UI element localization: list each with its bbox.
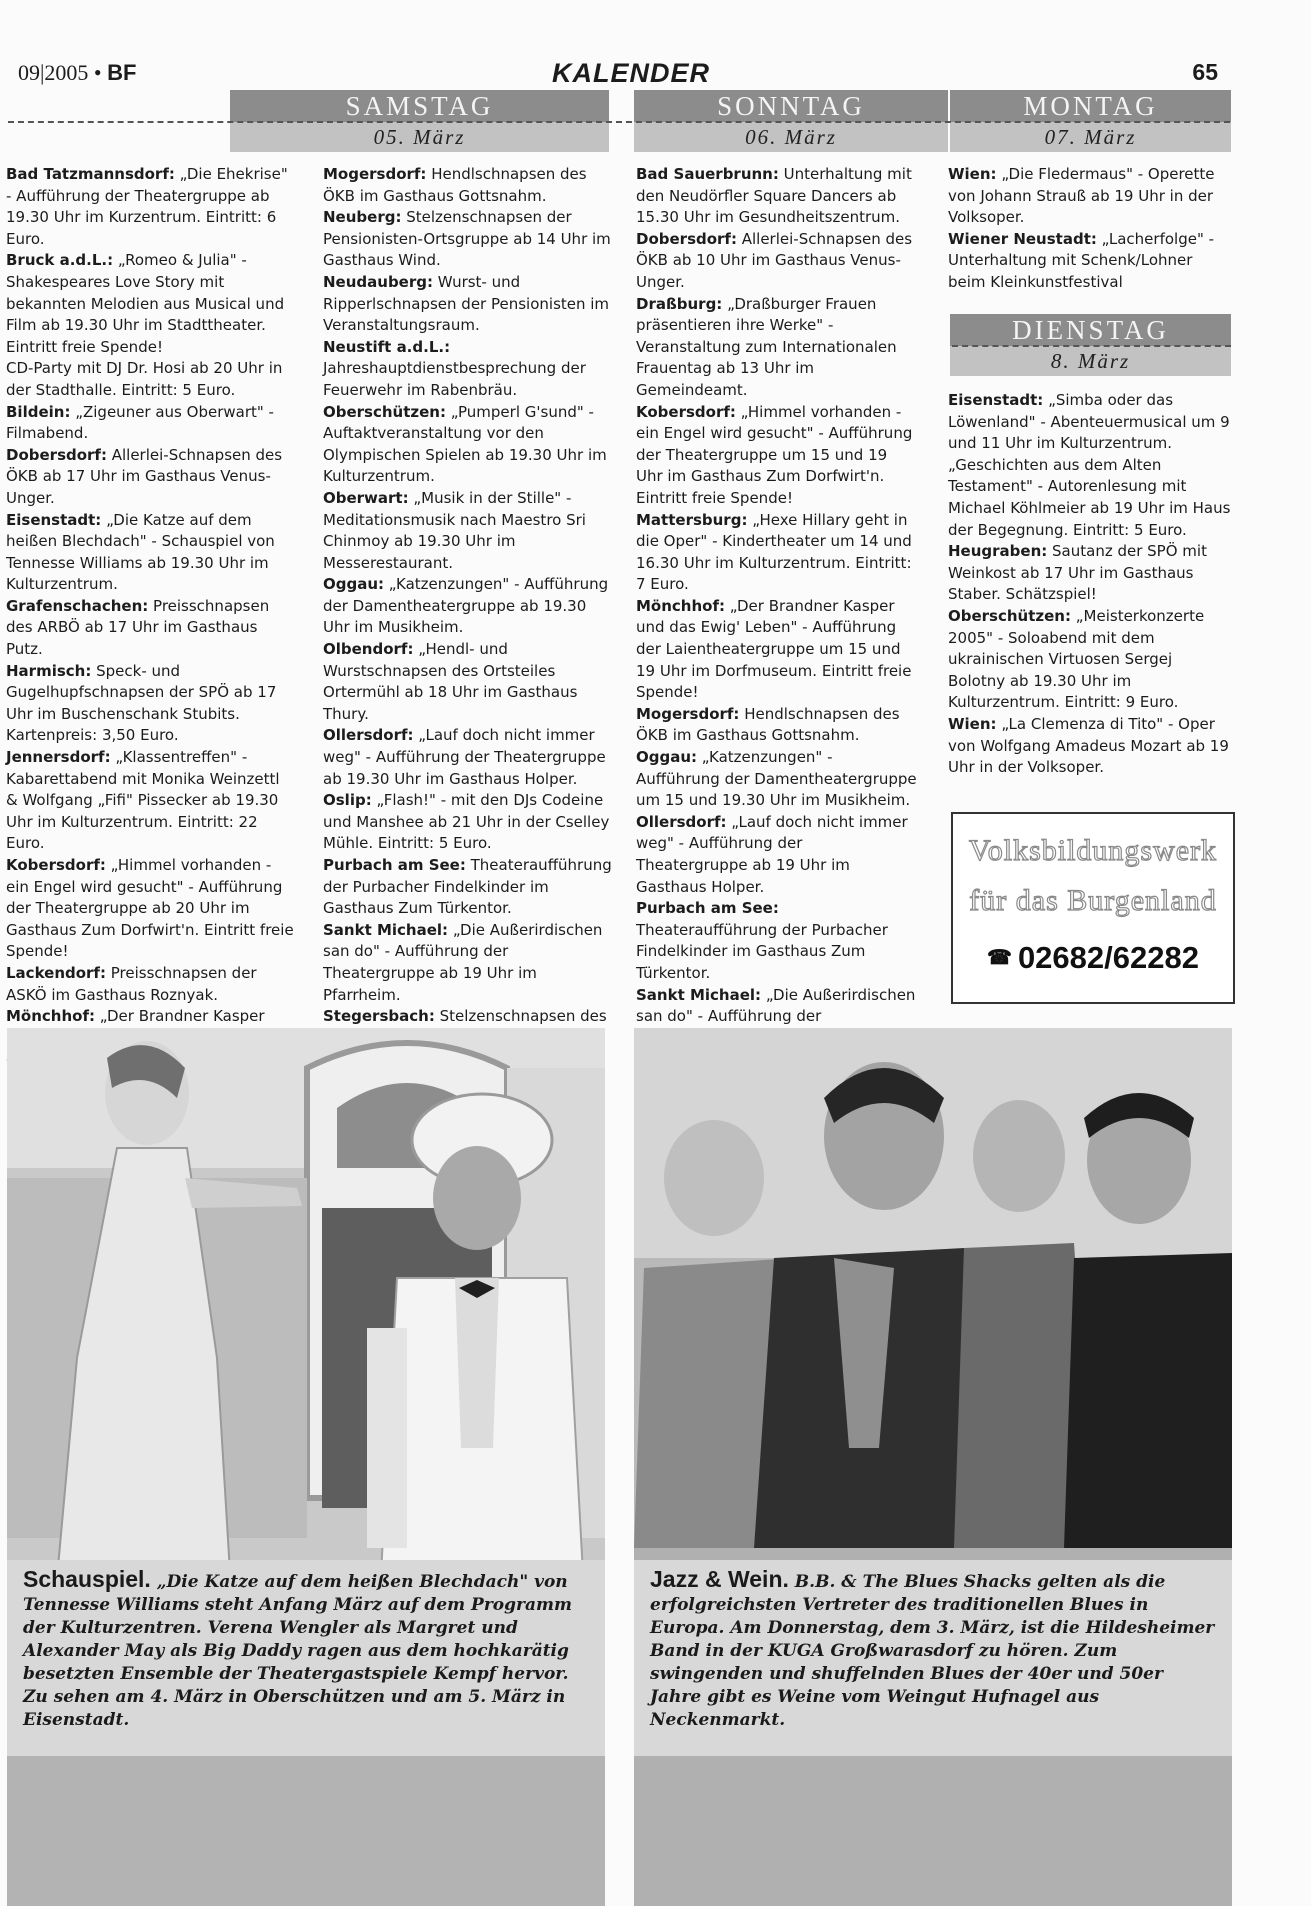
- event-place: Oggau:: [323, 575, 385, 594]
- theatre-scene-photo-image: [7, 1028, 605, 1906]
- event-place: Mogersdorf:: [636, 704, 740, 723]
- event-place: Oslip:: [323, 791, 372, 810]
- event-entry: [323, 337, 613, 402]
- event-entry: [6, 164, 294, 250]
- samstag-events-column-2: [323, 164, 613, 1071]
- issue-line: 09|2005 • BF: [18, 60, 137, 85]
- event-place: Ollersdorf:: [636, 812, 727, 831]
- event-text: „Lauf doch nicht immer weg" - Aufführung der Theatergruppe ab 19.30 Uhr im Gasthaus Holper.: [323, 726, 606, 788]
- event-text: Hendlschnapsen des ÖKB im Gasthaus Gottsnahm.: [323, 165, 587, 205]
- event-entry: [323, 574, 613, 639]
- event-place: Neustift a.d.L.:: [323, 337, 451, 356]
- telephone-icon: ☎: [987, 947, 1012, 969]
- event-place: Neudauberg:: [323, 272, 433, 291]
- event-text: „Die Ehekrise" - Aufführung der Theatergruppe ab 19.30 Uhr im Kurzentrum. Eintritt: 6 Euro.: [6, 165, 288, 248]
- event-entry: [323, 639, 613, 725]
- event-place: Sankt Michael:: [636, 985, 762, 1004]
- event-place: Mattersburg:: [636, 510, 748, 529]
- volksbildungswerk-ad: [951, 812, 1235, 1004]
- event-text: „Die Fledermaus" - Operette von Johann Strauß ab 19 Uhr in der Volksoper.: [948, 165, 1215, 227]
- section-title: KALENDER: [552, 58, 711, 88]
- event-entry: [323, 402, 613, 488]
- event-entry: [636, 402, 918, 510]
- event-text: CD-Party mit DJ Dr. Hosi ab 20 Uhr in der Stadthalle. Eintritt: 5 Euro.: [6, 359, 283, 399]
- event-place: Lackendorf:: [6, 963, 106, 982]
- event-text: Wurst- und Ripperlschnapsen der Pensionisten im Veranstaltungsraum.: [323, 272, 610, 335]
- dienstag-events-column: [948, 390, 1231, 779]
- event-entry: [948, 229, 1231, 294]
- event-text: „Der Brandner Kasper: [99, 1007, 265, 1026]
- event-text: „Simba oder das Löwenland" - Abenteuermusical um 9 und 11 Uhr im Kulturzentrum.: [948, 391, 1230, 453]
- magazine-name: BF: [107, 60, 137, 85]
- event-entry: [6, 963, 294, 1006]
- event-text: „Die Außerirdischen san do" - Aufführung der: [636, 985, 916, 1026]
- blues-band-photo: [634, 1028, 1232, 1906]
- event-text: „Hexe Hillary geht in die Oper" - Kindertheater um 14 und 16.30 Uhr im Kulturzentrum. Eintritt: 7 Euro.: [636, 510, 912, 594]
- event-place: Mönchhof:: [6, 1007, 95, 1026]
- event-place: Oberwart:: [323, 488, 409, 507]
- header-divider: [8, 121, 1230, 123]
- event-place: Bad Sauerbrunn:: [636, 165, 779, 183]
- event-text: „Pumperl G'sund" - Auftaktveranstaltung vor den Olympischen Spielen ab 19.30 Uhr im Kulturzentrum.: [323, 402, 607, 486]
- event-place: Wien:: [948, 714, 997, 733]
- day-name: DIENSTAG: [950, 314, 1231, 346]
- caption-text: „Die Katze auf dem heißen Blechdach" von Tennesse Williams steht Anfang März auf dem Programm der Kulturzentren. Verena Wengler als Margret und Alexander May als Big Daddy ragen aus dem hochkarätig besetzten Ensemble der Theatergastspiele Kempf hervor. Zu sehen am 4. März in Oberschützen und am 5. März in Eisenstadt.: [23, 1572, 572, 1730]
- event-text: Preisschnapsen des ARBÖ ab 17 Uhr im Gasthaus Putz.: [6, 596, 270, 659]
- page-number: 65: [1192, 59, 1218, 85]
- event-entry: [6, 855, 294, 963]
- day-date: 8. März: [950, 346, 1231, 376]
- event-entry: [6, 250, 294, 358]
- event-entry: [636, 898, 918, 984]
- event-text: „Geschichten aus dem Alten Testament" - Autorenlesung mit Michael Köhlmeier ab 19 Uhr im Haus der Begegnung. Eintritt: 5 Euro.: [948, 455, 1231, 539]
- event-entry: [6, 358, 294, 401]
- event-entry: [948, 606, 1231, 714]
- day-date: 05. März: [230, 122, 609, 152]
- event-entry: [323, 164, 613, 207]
- event-place: Mönchhof:: [636, 596, 725, 615]
- day-name: SONNTAG: [634, 90, 948, 122]
- event-entry: [323, 207, 613, 272]
- event-entry: [323, 855, 613, 920]
- day-date: 06. März: [634, 122, 948, 152]
- event-entry: [6, 510, 294, 596]
- event-place: Oberschützen:: [323, 402, 446, 421]
- event-entry: [948, 714, 1231, 779]
- event-entry: [948, 164, 1231, 229]
- event-entry: [6, 596, 294, 661]
- event-text: Stelzenschnapsen der Pensionisten-Ortsgruppe ab 14 Uhr im Gasthaus Wind.: [323, 208, 611, 270]
- sonntag-events-column: [636, 164, 918, 1136]
- event-entry: [323, 272, 613, 337]
- event-text: „Zigeuner aus Oberwart" - Filmabend.: [6, 402, 274, 443]
- issue-number: 09|2005: [18, 60, 89, 85]
- caption-lead: Schauspiel.: [23, 1566, 151, 1592]
- event-place: Oggau:: [636, 748, 698, 767]
- event-text: Unterhaltung mit den Neudörfler Square Dancers ab 15.30 Uhr im Gesundheitszentrum.: [636, 165, 912, 227]
- event-text: Theateraufführung der Purbacher Findelkinder im Gasthaus Zum Türkentor.: [323, 856, 612, 918]
- event-entry: [636, 747, 918, 812]
- event-text: „Katzenzungen" - Aufführung der Damentheatergruppe ab 19.30 Uhr im Musikheim.: [323, 575, 609, 637]
- event-entry: [948, 390, 1231, 455]
- event-place: Stegersbach:: [323, 1007, 435, 1026]
- day-name: MONTAG: [950, 90, 1231, 122]
- dienstag-divider: [952, 345, 1231, 347]
- event-entry: [323, 725, 613, 790]
- event-text: Allerlei-Schnapsen des ÖKB ab 10 Uhr im Gasthaus Venus-Unger.: [636, 229, 913, 291]
- event-text: Speck- und Gugelhupfschnapsen der SPÖ ab 17 Uhr im Buschenschank Stubits. Kartenpreis: 3,50 Euro.: [6, 661, 277, 745]
- event-place: Olbendorf:: [323, 640, 414, 659]
- event-place: Mogersdorf:: [323, 165, 427, 183]
- event-place: Purbach am See:: [323, 856, 466, 874]
- ad-phone-number: 02682/62282: [1017, 940, 1199, 975]
- event-entry: [323, 920, 613, 1006]
- event-text: „Romeo & Julia" - Shakespeares Love Story mit bekannten Melodien aus Musical und Film ab 19.30 Uhr im Stadttheater. Eintritt freie Spende!: [6, 251, 285, 356]
- event-place: Heugraben:: [948, 542, 1048, 561]
- event-place: Kobersdorf:: [6, 856, 106, 874]
- page-header: [0, 56, 1232, 90]
- event-text: „Die Katze auf dem heißen Blechdach" - Schauspiel von Tennesse Williams ab 19.30 Uhr im Kulturzentrum.: [6, 510, 275, 594]
- event-text: Theateraufführung der Purbacher Findelkinder im Gasthaus Zum Türkentor.: [636, 920, 888, 982]
- event-place: Dobersdorf:: [6, 445, 107, 464]
- event-entry: [636, 229, 918, 294]
- event-place: Harmisch:: [6, 661, 92, 680]
- event-text: „Himmel vorhanden - ein Engel wird gesucht" - Aufführung der Theatergruppe um 15 und 19 Uhr im Gasthaus Zum Dorfwirt'n. Eintritt freie Spende!: [636, 402, 913, 507]
- event-text: „Draßburger Frauen präsentieren ihre Werke" - Veranstaltung zum Internationalen Frauentag ab 13 Uhr im Gemeindeamt.: [636, 294, 897, 399]
- event-text: Sautanz der SPÖ mit Weinkost ab 17 Uhr im Gasthaus Staber. Schätzspiel!: [948, 542, 1207, 604]
- event-text: „La Clemenza di Tito" - Oper von Wolfgang Amadeus Mozart ab 19 Uhr in der Volksoper.: [948, 714, 1229, 777]
- event-text: „Katzenzungen" - Aufführung der Damentheatergruppe um 15 und 19.30 Uhr im Musikheim.: [636, 748, 917, 810]
- event-text: „Lacherfolge" - Unterhaltung mit Schenk/Lohner beim Kleinkunstfestival: [948, 229, 1215, 291]
- event-place: Eisenstadt:: [948, 391, 1044, 409]
- ad-title-line-1: Volksbildungswerk: [968, 834, 1218, 867]
- event-place: Eisenstadt:: [6, 510, 102, 529]
- montag-events-column: [948, 164, 1231, 294]
- photo-caption-left: [7, 1560, 605, 1756]
- caption-text: B.B. & The Blues Shacks gelten als die erfolgreichsten Vertreter des traditionellen Blues in Europa. Am Donnerstag, dem 3. März, ist die Hildesheimer Band in der KUGA Großwarasdorf zu hören. Zum swingenden und shuffelnden Blues der 40er und 50er Jahre gibt es Weine vom Weingut Hufnagel aus Neckenmarkt.: [650, 1572, 1215, 1730]
- event-text: „Meisterkonzerte 2005" - Soloabend mit dem ukrainischen Virtuosen Sergej Bolotny ab 19.30 Uhr im Kulturzentrum. Eintritt: 9 Euro.: [948, 606, 1205, 712]
- event-place: Kobersdorf:: [636, 402, 736, 421]
- event-place: Bildein:: [6, 402, 71, 421]
- event-place: Bad Tatzmannsdorf:: [6, 165, 175, 183]
- event-text: Allerlei-Schnapsen des ÖKB ab 17 Uhr im Gasthaus Venus-Unger.: [6, 445, 283, 507]
- event-text: „Musik in der Stille" - Meditationsmusik nach Maestro Sri Chinmoy ab 19.30 Uhr im Messerestaurant.: [323, 488, 586, 572]
- ad-phone: [953, 940, 1233, 976]
- event-text: „Lauf doch nicht immer weg" - Aufführung der Theatergruppe ab 19 Uhr im Gasthaus Holper.: [636, 812, 908, 896]
- event-entry: [6, 661, 294, 747]
- event-text: „Flash!" - mit den DJs Codeine und Manshee ab 21 Uhr in der Cselley Mühle. Eintritt: 5 Euro.: [323, 791, 610, 853]
- event-entry: [636, 294, 918, 402]
- event-entry: [636, 704, 918, 747]
- event-place: Grafenschachen:: [6, 596, 149, 615]
- event-place: Jennersdorf:: [6, 748, 111, 767]
- event-place: Wiener Neustadt:: [948, 229, 1097, 248]
- event-entry: [6, 747, 294, 855]
- event-entry: [948, 541, 1231, 606]
- photo-caption-right: [634, 1560, 1232, 1756]
- event-text: „Klassentreffen" - Kabarettabend mit Monika Weinzettl & Wolfgang „Fifi" Pissecker ab 19.30 Uhr im Kulturzentrum. Eintritt: 22 Euro.: [6, 748, 280, 853]
- event-entry: [948, 455, 1231, 541]
- ad-title-line-2: für das Burgenland: [969, 884, 1217, 917]
- event-text: „Der Brandner Kasper und das Ewig' Leben" - Aufführung der Laientheatergruppe um 15 und 19 Uhr im Dorfmuseum. Eintritt freie Spende!: [636, 596, 912, 702]
- event-text: Preisschnapsen der ASKÖ im Gasthaus Roznyak.: [6, 963, 257, 1004]
- event-entry: [6, 402, 294, 445]
- day-name: SAMSTAG: [230, 90, 609, 122]
- event-text: „Die Außerirdischen san do" - Aufführung der Theatergruppe ab 19 Uhr im Pfarrheim.: [323, 920, 603, 1004]
- event-entry: [636, 596, 918, 704]
- event-entry: [636, 164, 918, 229]
- event-entry: [323, 488, 613, 574]
- event-text: Hendlschnapsen des ÖKB im Gasthaus Gottsnahm.: [636, 704, 900, 745]
- event-place: Bruck a.d.L.:: [6, 251, 114, 270]
- event-text: „Hendl- und Wurstschnapsen des Ortsteiles Ortermühl ab 18 Uhr im Gasthaus Thury.: [323, 640, 578, 723]
- event-entry: [636, 812, 918, 898]
- event-place: Neuberg:: [323, 208, 402, 227]
- event-place: Ollersdorf:: [323, 726, 414, 745]
- event-entry: [6, 445, 294, 510]
- event-place: Sankt Michael:: [323, 920, 449, 939]
- caption-lead: Jazz & Wein.: [650, 1566, 789, 1592]
- event-place: Wien:: [948, 165, 997, 183]
- event-text: Jahreshauptdienstbesprechung der Feuerwehr im Rabenbräu.: [323, 359, 586, 399]
- event-entry: [323, 790, 613, 855]
- event-place: Draßburg:: [636, 294, 723, 313]
- event-text: „Himmel vorhanden - ein Engel wird gesucht" - Aufführung der Theatergruppe ab 20 Uhr im Gasthaus Zum Dorfwirt'n. Eintritt freie Spende!: [6, 856, 294, 961]
- event-text: Stelzenschnapsen des: [439, 1007, 607, 1026]
- event-entry: [636, 510, 918, 596]
- event-place: Purbach am See:: [636, 899, 779, 918]
- event-place: Oberschützen:: [948, 606, 1071, 625]
- day-date: 07. März: [950, 122, 1231, 152]
- event-place: Dobersdorf:: [636, 229, 737, 248]
- samstag-events-column-1: [6, 164, 294, 1093]
